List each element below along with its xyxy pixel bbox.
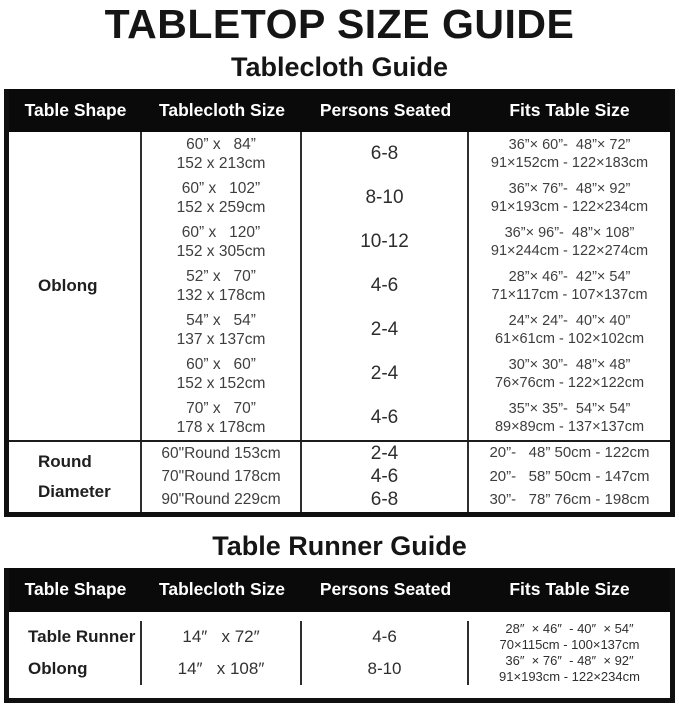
persons-seated-cell: 2-4 <box>302 442 469 465</box>
fits-table-size-cell <box>469 176 670 220</box>
size-cm: 132 x 178cm <box>176 287 266 304</box>
runner-rows <box>142 621 670 685</box>
fits-cm: 71×117cm - 107×137cm <box>491 287 648 303</box>
tablecloth-size-cell <box>142 220 302 264</box>
shape-cell-oblong <box>9 132 142 440</box>
size-cm: 152 x 152cm <box>176 375 266 392</box>
runner-size-cell: 14″ x 108″ <box>142 653 302 685</box>
persons-seated-cell: 2-4 <box>302 352 469 396</box>
oblong-section <box>9 132 670 440</box>
table-row <box>142 653 670 685</box>
column-header-table-shape: Table Shape <box>24 579 127 600</box>
persons-seated-cell: 8-10 <box>302 176 469 220</box>
fits-cm: 91×152cm - 122×183cm <box>490 155 649 171</box>
tablecloth-size-cell: 60"Round 153cm <box>142 442 302 465</box>
fits-cm: 91×244cm - 122×274cm <box>490 243 649 259</box>
fits-inches: 36”× 96”- 48”× 108” <box>504 224 635 241</box>
tablecloth-guide-table <box>4 89 675 517</box>
size-cm: 152 x 213cm <box>176 155 266 172</box>
fits-inches: 36”× 60”- 48”× 72” <box>508 136 631 153</box>
persons-seated-cell: 8-10 <box>302 653 469 685</box>
tablecloth-size-cell <box>142 176 302 220</box>
shape-label: Diameter <box>38 481 111 501</box>
tablecloth-guide-title: Tablecloth Guide <box>230 52 448 82</box>
tablecloth-size-cell <box>142 352 302 396</box>
column-header-fits-table-size: Fits Table Size <box>509 100 630 120</box>
fits-table-size-cell <box>469 621 670 653</box>
persons-seated-cell: 4-6 <box>302 396 469 440</box>
table-row <box>142 220 670 264</box>
column-header-tablecloth-size: Tablecloth Size <box>158 100 286 120</box>
fits-table-size-cell: 20”- 48” 50cm - 122cm <box>489 444 650 462</box>
table-row <box>142 132 670 176</box>
fits-inches: 30”× 30”- 48”× 48” <box>508 356 631 373</box>
table-runner-guide-table <box>4 568 675 703</box>
runner-guide-title: Table Runner Guide <box>212 530 467 561</box>
fits-cm: 76×76cm - 122×122cm <box>494 375 645 391</box>
column-header-fits-table-size: Fits Table Size <box>509 579 630 600</box>
table-row <box>142 489 670 512</box>
size-cm: 137 x 137cm <box>176 331 266 348</box>
tablecloth-table-header <box>9 89 670 132</box>
fits-table-size-cell <box>469 264 670 308</box>
fits-table-size-cell <box>469 396 670 440</box>
fits-inches: 36”× 76”- 48”× 92” <box>508 180 631 197</box>
size-inches: 60” x 60” <box>186 355 256 373</box>
table-row <box>142 308 670 352</box>
table-row <box>142 352 670 396</box>
round-rows <box>142 442 670 512</box>
page-title: TABLETOP SIZE GUIDE <box>104 1 575 47</box>
fits-inches: 36″ × 76″ - 48″ × 92″ <box>505 653 634 669</box>
fits-cm: 91×193cm - 122×234cm <box>499 668 640 684</box>
runner-size-cell: 14″ x 72″ <box>142 621 302 653</box>
persons-seated-cell: 6-8 <box>302 489 469 512</box>
persons-seated-cell: 6-8 <box>302 132 469 176</box>
tablecloth-size-cell <box>142 396 302 440</box>
table-row <box>142 396 670 440</box>
size-inches: 52” x 70” <box>186 267 256 285</box>
column-header-persons-seated: Persons Seated <box>319 579 452 600</box>
fits-table-size-cell <box>469 220 670 264</box>
persons-seated-cell: 2-4 <box>302 308 469 352</box>
shape-cell-table-runner <box>9 621 142 685</box>
table-row <box>142 264 670 308</box>
shape-label: Round <box>38 451 92 471</box>
persons-seated-cell: 4-6 <box>302 621 469 653</box>
tablecloth-size-cell: 90"Round 229cm <box>142 489 302 512</box>
tablecloth-size-cell <box>142 264 302 308</box>
fits-inches: 28″ × 46″ - 40″ × 54″ <box>505 621 634 637</box>
fits-cm: 61×61cm - 102×102cm <box>494 331 645 347</box>
size-inches: 60” x 102” <box>181 179 261 197</box>
size-inches: 60” x 120” <box>181 223 261 241</box>
round-diameter-section <box>9 440 670 512</box>
shape-cell-round-diameter <box>9 442 142 512</box>
fits-inches: 28”× 46”- 42”× 54” <box>508 268 631 285</box>
column-header-table-shape: Table Shape <box>24 100 127 120</box>
shape-label: Oblong <box>28 658 88 678</box>
size-cm: 178 x 178cm <box>176 419 266 436</box>
fits-cm: 70×115cm - 100×137cm <box>499 636 640 652</box>
size-inches: 60” x 84” <box>186 135 256 153</box>
fits-table-size-cell: 20”- 58” 50cm - 147cm <box>489 467 650 485</box>
fits-table-size-cell <box>469 308 670 352</box>
persons-seated-cell: 10-12 <box>302 220 469 264</box>
table-row <box>142 442 670 465</box>
fits-table-size-cell <box>469 132 670 176</box>
column-header-persons-seated: Persons Seated <box>319 100 452 120</box>
fits-table-size-cell: 30”- 78” 76cm - 198cm <box>489 490 650 508</box>
fits-inches: 24”× 24”- 40”× 40” <box>508 312 631 329</box>
shape-label: Table Runner <box>28 626 136 646</box>
persons-seated-cell: 4-6 <box>302 465 469 488</box>
fits-table-size-cell <box>469 653 670 685</box>
tablecloth-size-cell: 70"Round 178cm <box>142 465 302 488</box>
size-inches: 54” x 54” <box>186 311 256 329</box>
tablecloth-size-cell <box>142 132 302 176</box>
tablecloth-size-cell <box>142 308 302 352</box>
fits-inches: 35”× 35”- 54”× 54” <box>508 400 631 417</box>
runner-table-header <box>9 568 670 612</box>
persons-seated-cell: 4-6 <box>302 264 469 308</box>
table-row <box>142 465 670 488</box>
fits-cm: 89×89cm - 137×137cm <box>494 419 645 435</box>
size-cm: 152 x 259cm <box>176 199 266 216</box>
fits-table-size-cell <box>469 352 670 396</box>
table-row <box>142 621 670 653</box>
size-inches: 70” x 70” <box>186 399 256 417</box>
size-cm: 152 x 305cm <box>176 243 266 260</box>
column-header-tablecloth-size: Tablecloth Size <box>158 579 286 600</box>
shape-label: Oblong <box>38 276 98 295</box>
fits-cm: 91×193cm - 122×234cm <box>490 199 649 215</box>
table-row <box>142 176 670 220</box>
oblong-rows <box>142 132 670 440</box>
runner-body <box>9 612 670 698</box>
